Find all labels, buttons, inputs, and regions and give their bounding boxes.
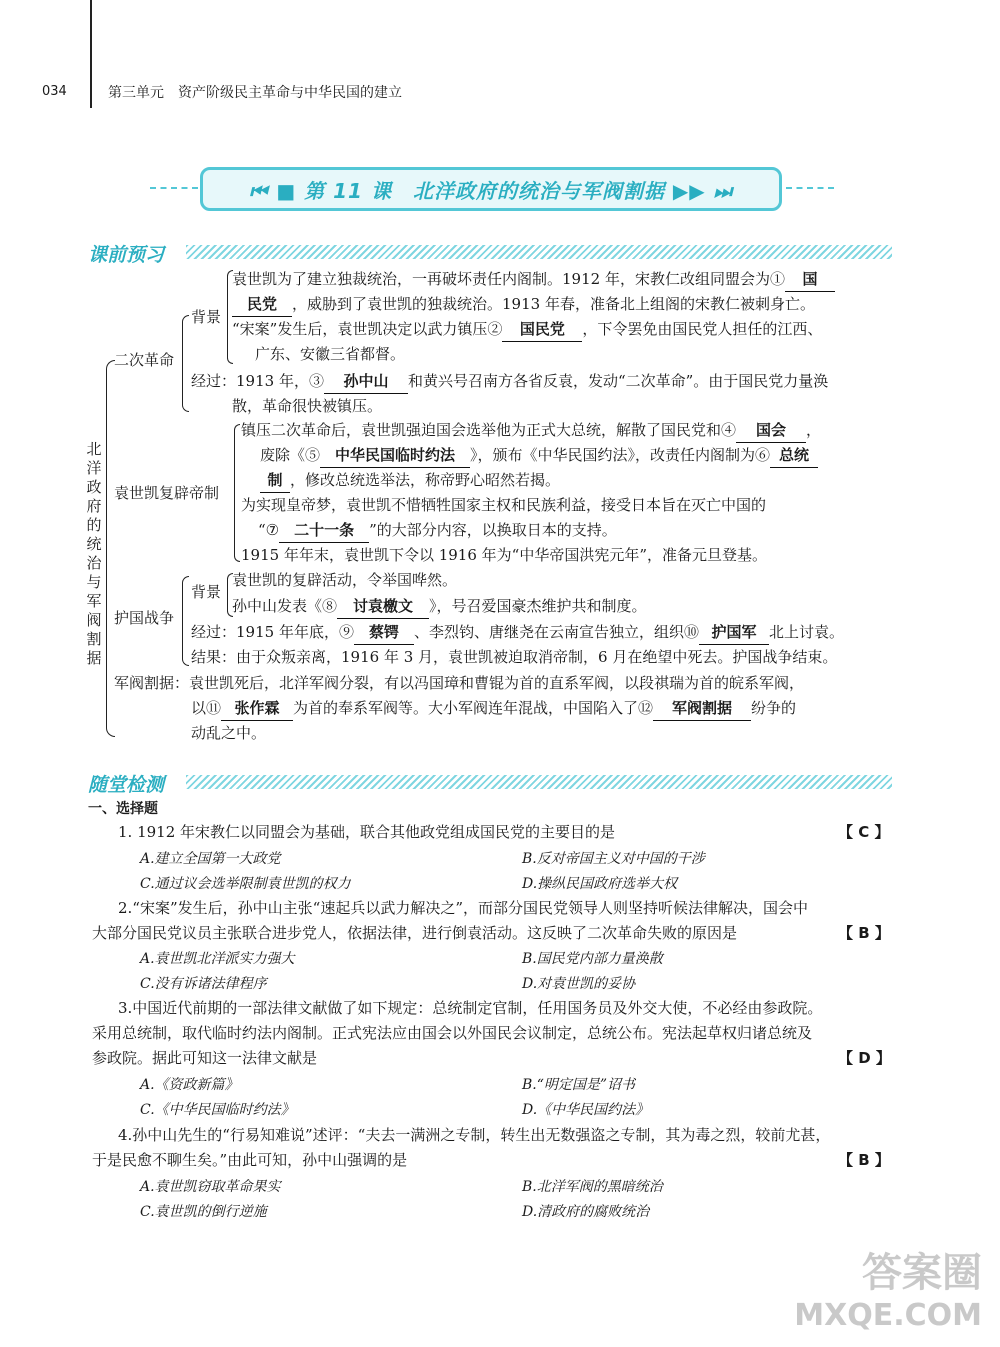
text-line: 袁世凯的复辟活动，令举国哗然。 — [232, 571, 458, 589]
banner-deco-right — [786, 187, 834, 189]
section-heading-preview: 课前预习 — [88, 244, 165, 266]
blank-7: 二十一条 — [279, 518, 369, 543]
blank-10: 护国军 — [699, 620, 769, 645]
blank-12: 军阀割据 — [653, 696, 751, 721]
blank-5: 中华民国临时约法 — [320, 443, 470, 468]
blank-1: 国 — [785, 267, 835, 292]
text-line: 军阀割据：袁世凯死后，北洋军阀分裂，有以冯国璋和曹锟为首的直系军阀，以段祺瑞为首的皖系军阀， — [114, 674, 805, 692]
question-1-stem: 1. 1912 年宋教仁以同盟会为基础，联合其他政党组成国民党的主要目的是 — [118, 823, 616, 841]
blank-3: 孙中山 — [324, 369, 408, 394]
section-heading-check: 随堂检测 — [88, 774, 165, 796]
text-line: 1915 年年末，袁世凯下令以 1916 年为“中华帝国洪宪元年”，准备元旦登基。 — [241, 546, 767, 564]
text-line: 废除《⑤ 中华民国临时约法 》，颁布《中华民国约法》，改责任内阁制为⑥ 总统 — [260, 443, 818, 468]
question-3-stem: 采用总统制，取代临时约法内阁制。正式宪法应由国会以外国民会议制定，总统公布。宪法起草权归诸总统及 — [92, 1024, 813, 1042]
blank-6: 总统 — [770, 443, 818, 468]
option: D.操纵民国政府选举大权 — [522, 876, 678, 892]
option: B.“明定国是”诏书 — [522, 1077, 636, 1093]
blank-4: 国会 — [736, 418, 806, 443]
text-line: 结果：由于众叛亲离，1916 年 3 月，袁世凯被迫取消帝制，6 月在绝望中死去。护国战争结束。 — [191, 648, 838, 666]
header-divider — [90, 0, 92, 108]
text-line: 经过：1915 年年底，⑨ 蔡锷 、李烈钧、唐继尧在云南宣告独立，组织⑩ 护国军 北上讨袁。 — [191, 620, 844, 645]
text-line: 经过：1913 年，③ 孙中山 和黄兴号召南方各省反袁，发动“二次革命”。由于国民党力量涣 — [191, 369, 828, 394]
option: B.国民党内部力量涣散 — [522, 951, 663, 967]
question-3-stem: 3.中国近代前期的一部法律文献做了如下规定：总统制定官制，任用国务员及外交大使，不必经由参政院。 — [118, 999, 823, 1017]
text-line: “宋案”发生后，袁世凯决定以武力镇压② 国民党 ，下令罢免由国民党人担任的江西、 — [232, 317, 822, 342]
text-line: 民党 ，威胁到了袁世凯的独裁统治。1913 年春，准备北上组阁的宋教仁被刺身亡。 — [232, 292, 815, 317]
text-line: 散，革命很快被镇压。 — [232, 397, 383, 415]
option: D.《中华民国约法》 — [522, 1102, 650, 1118]
branch-restoration: 袁世凯复辟帝制 — [114, 484, 220, 502]
section-stripe — [186, 245, 892, 259]
text-line: 广东、安徽三省都督。 — [255, 345, 406, 363]
text-line: 镇压二次革命后，袁世凯强迫国会选举他为正式大总统，解散了国民党和④ 国会 ， — [241, 418, 821, 443]
option: A.《资政新篇》 — [140, 1077, 239, 1093]
text-line: 动乱之中。 — [191, 724, 267, 742]
question-3-stem: 参政院。据此可知这一法律文献是 — [92, 1049, 318, 1067]
text-line: “⑦ 二十一条 ”的大部分内容，以换取日本的支持。 — [258, 518, 617, 543]
text-line: 制 ，修改总统选举法，称帝野心昭然若揭。 — [260, 468, 560, 493]
blank-6-cont: 制 — [260, 468, 290, 493]
section-stripe — [186, 775, 892, 789]
question-2-stem: 大部分国民党议员主张联合进步党人，依据法律，进行倒袁活动。这反映了二次革命失败的原因是 — [92, 924, 738, 942]
option: B.反对帝国主义对中国的干涉 — [522, 851, 705, 867]
question-4-stem: 于是民愈不聊生矣。”由此可知，孙中山强调的是 — [92, 1151, 408, 1169]
text-line: 为实现皇帝梦，袁世凯不惜牺牲国家主权和民族利益，接受日本旨在灭亡中国的 — [241, 496, 767, 514]
blank-1-cont: 民党 — [232, 292, 292, 317]
banner-deco-left — [150, 187, 198, 189]
label-background: 背景 — [191, 308, 222, 326]
lesson-title-banner — [200, 167, 782, 211]
blank-11: 张作霖 — [221, 696, 293, 721]
option: B.北洋军阀的黑暗统治 — [522, 1179, 663, 1195]
option: A.袁世凯北洋派实力强大 — [140, 951, 295, 967]
answer-3: 【 D 】 — [838, 1049, 891, 1067]
bracket-second-revolution — [182, 315, 189, 412]
bracket-restoration — [234, 424, 240, 562]
lesson-title: ⏮ ■ 第 11 课 北洋政府的统治与军阀割据 ▶▶ ⏭ — [249, 178, 733, 203]
answer-4: 【 B 】 — [838, 1151, 890, 1169]
question-2-stem: 2.“宋案”发生后，孙中山主张“速起兵以武力解决之”，而部分国民党领导人则坚持听候法律解决，国会中 — [118, 899, 808, 917]
option: D.对袁世凯的妥协 — [522, 976, 636, 992]
option: A.建立全国第一大政党 — [140, 851, 281, 867]
mindmap-root: 北洋政府的统治与军阀割据 — [86, 440, 102, 667]
label-background: 背景 — [191, 583, 222, 601]
answer-1: 【 C 】 — [838, 823, 890, 841]
blank-8: 讨袁檄文 — [337, 594, 429, 619]
question-4-stem: 4.孙中山先生的“行易知难说”述评：“夫去一满洲之专制，转生出无数强盗之专制，其为毒之烈，较前尤甚， — [118, 1126, 831, 1144]
option: C.没有诉诸法律程序 — [140, 976, 267, 992]
questions-heading: 一、选择题 — [88, 801, 158, 817]
text-line: 袁世凯为了建立独裁统治，一再破坏责任内阁制。1912 年，宋教仁改组同盟会为① 国 — [232, 267, 835, 292]
bracket-protect-war — [182, 576, 189, 666]
option: C.袁世凯的倒行逆施 — [140, 1204, 267, 1220]
option: D.清政府的腐败统治 — [522, 1204, 650, 1220]
blank-2: 国民党 — [502, 317, 582, 342]
text-line: 以⑪ 张作霖 为首的奉系军阀等。大小军阀连年混战，中国陷入了⑫ 军阀割据 纷争的 — [191, 696, 796, 721]
answer-2: 【 B 】 — [838, 924, 890, 942]
text-line: 孙中山发表《⑧ 讨袁檄文 》，号召爱国豪杰维护共和制度。 — [232, 594, 647, 619]
page-number: 034 — [42, 84, 67, 99]
watermark: 答案圈 MXQE.COM — [794, 1250, 982, 1333]
option: C.通过议会选举限制袁世凯的权力 — [140, 876, 351, 892]
branch-protect-war: 护国战争 — [114, 609, 175, 627]
option: A.袁世凯窃取革命果实 — [140, 1179, 281, 1195]
option: C.《中华民国临时约法》 — [140, 1102, 295, 1118]
blank-9: 蔡锷 — [354, 620, 414, 645]
branch-second-revolution: 二次革命 — [114, 351, 175, 369]
unit-title: 第三单元 资产阶级民主革命与中华民国的建立 — [108, 85, 402, 101]
